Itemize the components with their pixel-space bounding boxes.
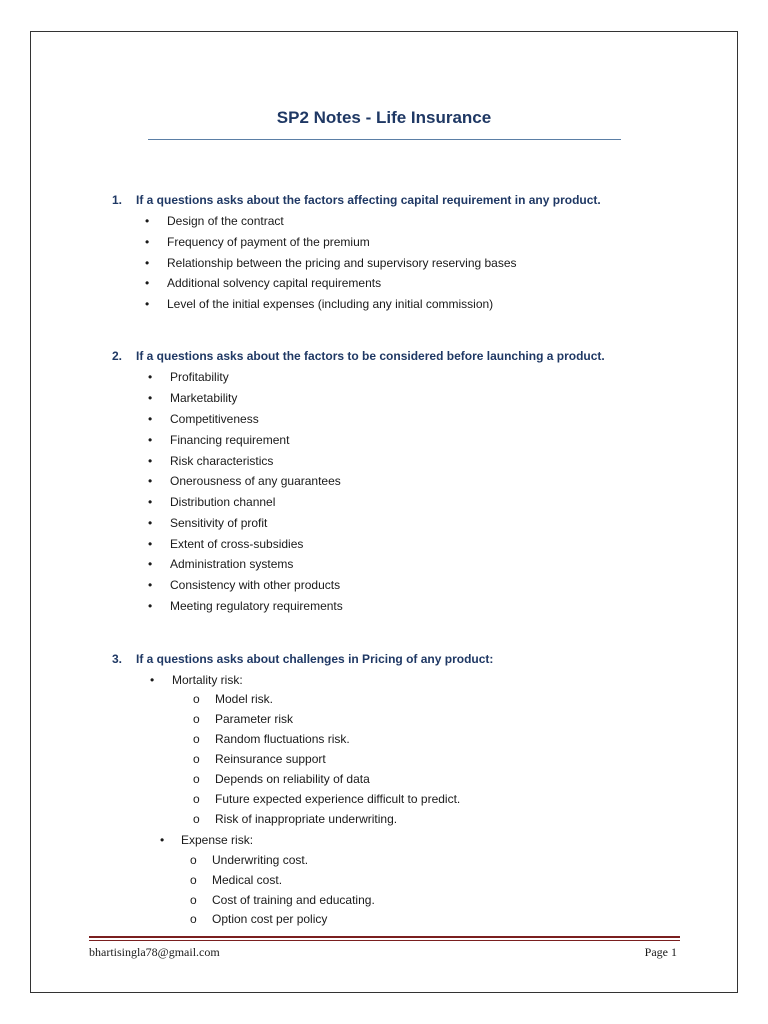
bullet-icon: •	[148, 578, 153, 592]
bullet-icon: •	[148, 537, 153, 551]
section-3-number: 3.	[112, 652, 123, 666]
circle-bullet-icon: o	[193, 772, 200, 786]
title-underline	[148, 139, 621, 140]
section-3-heading	[112, 652, 493, 666]
page-border	[30, 31, 738, 993]
bullet-icon: •	[148, 516, 153, 530]
bullet-icon: •	[148, 370, 153, 384]
bullet-icon: •	[160, 833, 165, 847]
bullet-icon: •	[150, 673, 155, 687]
circle-bullet-icon: o	[193, 752, 200, 766]
bullet-icon: •	[145, 276, 150, 290]
bullet-icon: •	[145, 297, 150, 311]
footer-rule-thick	[89, 936, 680, 938]
bullet-icon: •	[148, 474, 153, 488]
bullet-icon: •	[148, 391, 153, 405]
footer-rule-thin	[89, 940, 680, 941]
bullet-icon: •	[148, 433, 153, 447]
circle-bullet-icon: o	[193, 792, 200, 806]
circle-bullet-icon: o	[193, 692, 200, 706]
bullet-icon: •	[148, 495, 153, 509]
section-1-heading	[112, 193, 601, 207]
bullet-icon: •	[148, 599, 153, 613]
section-3-title: If a questions asks about challenges in Pricing of any product:	[136, 652, 494, 666]
bullet-icon: •	[148, 557, 153, 571]
footer-email: bhartisingla78@gmail.com	[89, 945, 220, 959]
circle-bullet-icon: o	[190, 873, 197, 887]
bullet-icon: •	[148, 454, 153, 468]
section-1-title: If a questions asks about the factors affecting capital requirement in any product.	[136, 193, 601, 207]
circle-bullet-icon: o	[193, 712, 200, 726]
section-2-heading	[112, 349, 605, 363]
section-1-number: 1.	[112, 193, 123, 207]
bullet-icon: •	[145, 235, 150, 249]
circle-bullet-icon: o	[190, 912, 197, 926]
section-2-title: If a questions asks about the factors to be considered before launching a product.	[136, 349, 605, 363]
bullet-icon: •	[145, 214, 150, 228]
circle-bullet-icon: o	[193, 812, 200, 826]
footer-page-number: Page 1	[644, 945, 677, 959]
circle-bullet-icon: o	[190, 893, 197, 907]
circle-bullet-icon: o	[193, 732, 200, 746]
bullet-icon: •	[148, 412, 153, 426]
page-title: SP2 Notes - Life Insurance	[276, 108, 492, 127]
circle-bullet-icon: o	[190, 853, 197, 867]
section-2-number: 2.	[112, 349, 123, 363]
bullet-icon: •	[145, 256, 150, 270]
